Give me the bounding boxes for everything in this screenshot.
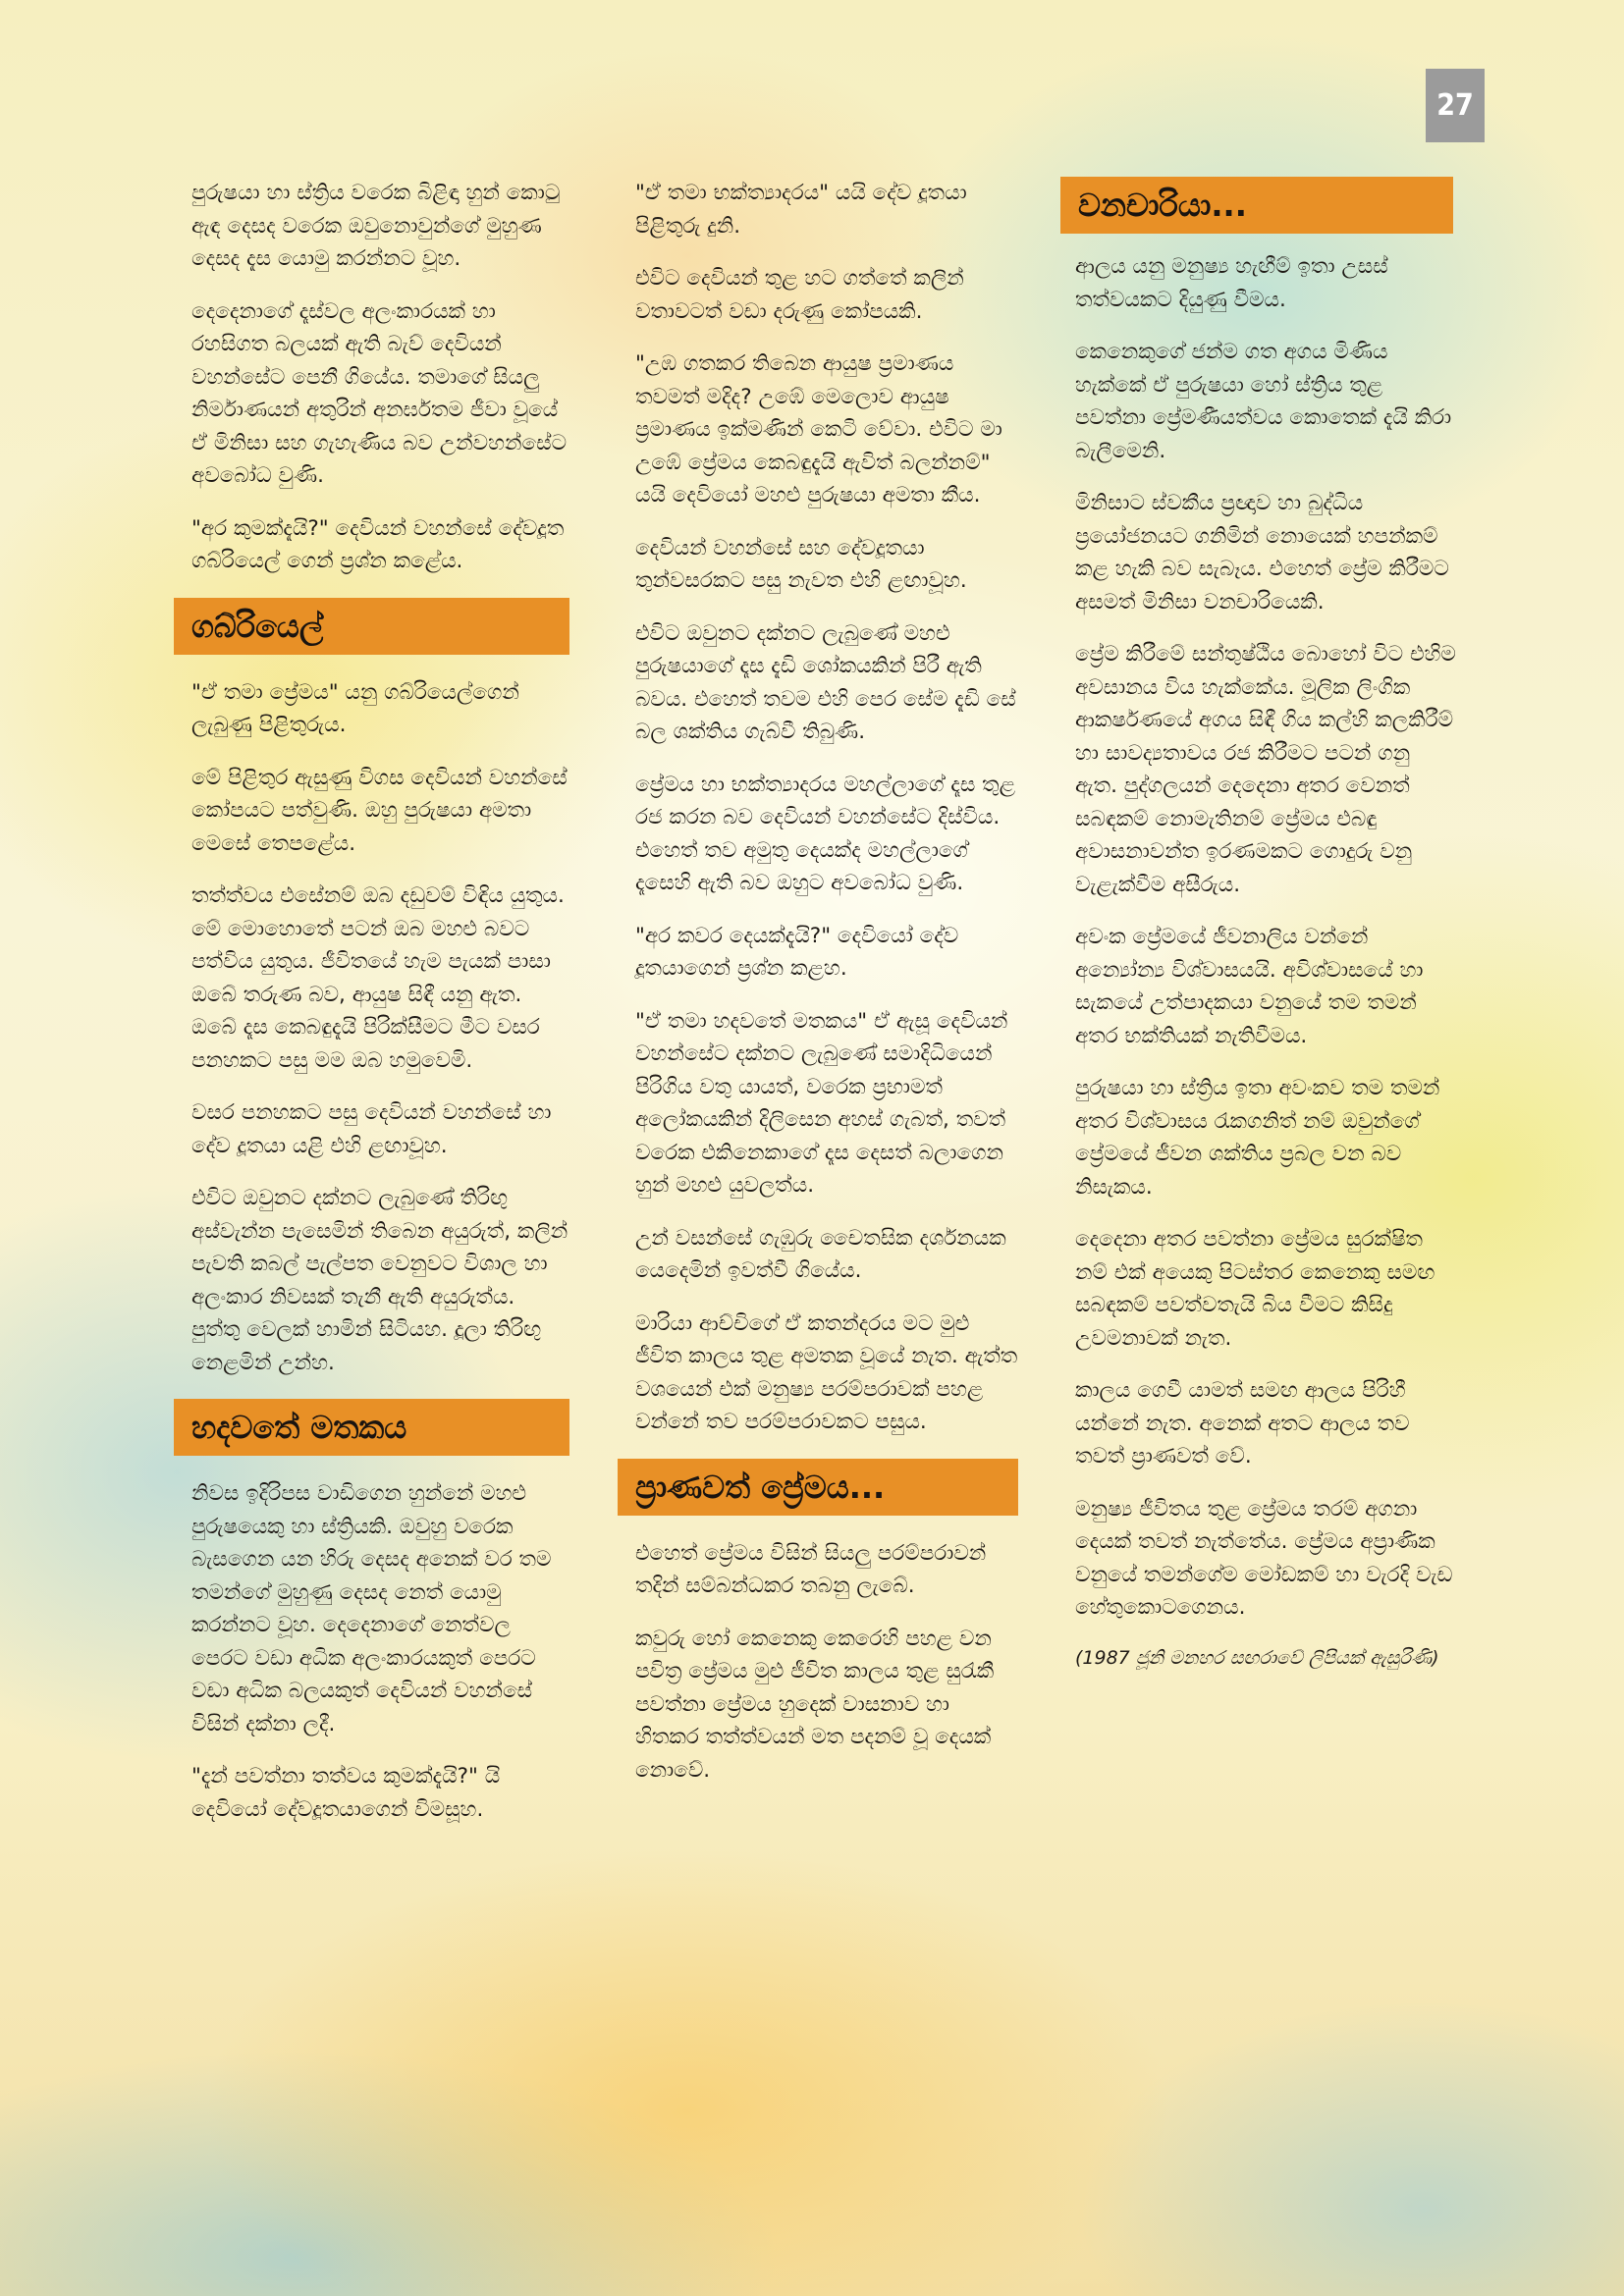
paragraph: දෙවියන් වහන්සේ සහ දේවදූතයා තුන්වසරකට පසු නැවත එහි ළඟාවූහ. [635, 535, 967, 593]
section-heading-living-love: ප්‍රාණවත් ප්‍රේමය... [618, 1459, 1018, 1516]
middle-column [635, 177, 1018, 1806]
paragraph: "අර කුමක්දැයි?" දෙවියන් වහන්සේ දේවදූත ගබ්රියෙල් ගෙන් ප්‍රශ්න කළේය. [191, 515, 565, 573]
source-credit: (1987 ජූනි මනහර සඟරාවේ ලිපියක් ඇසුරිණි) [1075, 1646, 1439, 1669]
paragraph: ප්‍රේම කිරීමේ සන්තුෂ්ඨිය බොහෝ විට එහිම අවසානය විය හැක්කේය. මූලික ලිංගික ආකර්ෂණයේ අගය සිඳී ගිය කල්හි කලකිරීම් හා සාවද්‍යතාවය රජ කිරීමට පටන් ගනු ඇත. පුද්ගලයන් දෙදෙනා අතර වෙනත් සබඳකම් නොමැතිනම් ප්‍රේමය එබඳු අවාසනාවන්ත ඉරණමකට ගොදුරු වනු වැළැක්වීම අසීරුය. [1075, 642, 1456, 897]
paragraph: එවිට ඔවුනට දක්නට ලැබුණේ මහළු පුරුෂයාගේ දෑස දැඩි ශෝකයකින් පිරී ඇති බවය. එහෙත් තවම එහි පෙර සේම දැඩි සේ බල ශක්තිය ගැබ්වී තිබුණි. [635, 620, 1016, 744]
paragraph: මනුෂ්‍ය ජීවිතය තුළ ප්‍රේමය තරම් අගනා දෙයක් තවත් නැත්තේය. ප්‍රේමය අප්‍රාණික වනුයේ තමන්ගේම මෝඩකම් හා වැරදි වැඩ හේතුකොටගෙනය. [1075, 1496, 1453, 1620]
paragraph: ආලය යනු මනුෂ්‍ය හැඟීම් ඉතා උසස් තත්වයකට දියුණු වීමය. [1075, 254, 1388, 312]
paragraph: පුරුෂයා හා ස්ත්‍රිය ඉතා අවංකව තම තමන් අතර විශ්වාසය රැකගනිත් නම් ඔවුන්ගේ ප්‍රේමයේ ජීවන ශක්තිය ප්‍රබල වන බව නිසැකය. [1075, 1076, 1440, 1200]
paragraph: වසර පනහකට පසු දෙවියන් වහන්සේ හා දේව දූතයා යළි එහි ළඟාවූහ. [191, 1100, 552, 1158]
paragraph: කවුරු හෝ කෙනෙකු කෙරෙහි පහළ වන පවිත්‍ර ප්‍රේමය මුළු ජීවිත කාලය තුළ සුරැකී පවත්නා ප්‍රේමය හුදෙක් වාසනාව හා හිතකර තත්ත්වයන් මත පදනම් වූ දෙයක් නොවේ. [635, 1626, 995, 1783]
paragraph: එවිට දෙවියන් තුළ හට ගත්තේ කලින් වතාවටත් වඩා දරුණු කෝපයකි. [635, 266, 964, 324]
paragraph: දෙදෙනාගේ දෑස්වල අලංකාරයක් හා රහසිගත බලයක් ඇති බැව් දෙවියන් වහන්සේට පෙනී ගියේය. තමාගේ සියලු නිර්මාණයන් අතුරින් අනර්ඝතම ජීවා වූයේ ඒ මිනිසා සහ ගැහැණිය බව උන්වහන්සේට අවබෝධ වුණි. [191, 298, 568, 488]
paragraph: මේ පිළිතුර ඇසුණු විගස දෙවියන් වහන්සේ කෝපයට පත්වුණි. ඔහු පුරුෂයා අමතා මෙසේ තෙපළේය. [191, 765, 568, 856]
paragraph: ප්‍රේමය හා භක්ත්‍යාදරය මහල්ලාගේ දෑස තුළ රජ කරන බව දෙවියන් වහන්සේට දිස්විය. එහෙත් තව අමුතු දෙයක්ද මහල්ලාගේ දෑසෙහි ඇති බව ඔහුට අවබෝධ වුණි. [635, 772, 1016, 895]
left-column [191, 177, 569, 1845]
paragraph: නිවස ඉදිරිපස වාඩිගෙන හුන්නේ මහළු පුරුෂයෙකු හා ස්ත්‍රියකි. ඔවුහු වරෙක බැසගෙන යන හිරු දෙසද අනෙක් වර තම තමන්ගේ මුහුණු දෙසද නෙත් යොමු කරන්නට වූහ. දෙදෙනාගේ නෙත්වල පෙරට වඩා අධික අලංකාරයකුත් පෙරට වඩා අධික බලයකුත් දෙවියන් වහන්සේ විසින් දක්නා ලදී. [191, 1481, 552, 1736]
paragraph: කාලය ගෙවී යාමත් සමඟ ආලය පිරිහී යන්නේ නැත. අනෙක් අතට ආලය තව තවත් ප්‍රාණවත් වේ. [1075, 1378, 1410, 1468]
paragraph: "අර කවර දෙයක්දැයි?" දෙවියෝ දේව දූතයාගෙන් ප්‍රශ්න කළහ. [635, 923, 959, 981]
paragraph: "උඹ ගතකර තිබෙන ආයුෂ ප්‍රමාණය තවමත් මදිද? උඹේ මෙලොව ආයුෂ ප්‍රමාණය ඉක්මණින් කෙටි වේවා. එවිට මා උඹේ ප්‍රේමය කෙබඳුදැයි ඇවිත් බලන්නම්" යයි දෙවියෝ මහළු පුරුෂයා අමතා කීය. [635, 351, 1002, 507]
paragraph: "ඒ තමා හදවතේ මතකය" ඒ ඇසූ දෙවියන් වහන්සේට දක්නට ලැබුණේ සමාදිධියෙන් පිරිගිය වතු යායත්, වරෙක ප්‍රභාමත් අලෝකයකින් දිලිසෙන අහස් ගැබත්, තවත් වරෙක එකිනෙකාගේ දෑස දෙසත් බලාගෙන හුන් මහළු යුවලත්ය. [635, 1008, 1008, 1198]
paragraph: තත්ත්වය එසේනම් ඔබ දඩුවම් විඳිය යුතුය. මේ මොහොතේ පටන් ඔබ මහළු බවට පත්විය යුතුය. ජීවිතයේ හැම පැයක් පාසා ඔබේ තරුණ බව, ආයුෂ සිඳී යනු ඇත. ඔබේ දෑස කෙබඳුදැයි පිරික්සීමට මීට වසර පනහකට පසු මම ඔබ හමුවෙමි. [191, 883, 565, 1073]
paragraph: දෙදෙනා අතර පවත්නා ප්‍රේමය සුරක්ෂිත නම් එක් අයෙකු පිටස්තර කෙනෙකු සමඟ සබඳකම් පවත්වතැයි බිය වීමට කිසිදු උවමනාවක් නැත. [1075, 1227, 1435, 1351]
paragraph: "ඒ තමා භක්ත්‍යාදරය" යයි දේව දූතයා පිළිතුරු දුනි. [635, 181, 967, 239]
paragraph: උන් වසන්සේ ගැඹුරු චෛතසික දර්ශනයක යෙදෙමින් ඉවත්වී ගියේය. [635, 1225, 1006, 1283]
paragraph: මිනිසාට ස්වකීය ප්‍රඥාව හා බුද්ධිය ප්‍රයෝජනයට ගනිමින් නොයෙක් හපන්කම් කළ හැකි බව සැබෑය. එහෙත් ප්‍රේම කිරීමට අසමත් මිනිසා වනචාරියෙකි. [1075, 491, 1449, 614]
paragraph: මාරියා ආච්චිගේ ඒ කතන්දරය මට මුළු ජීවිත කාලය තුළ අමතක වූයේ නැත. ඇත්ත වශයෙන් එක් මනුෂ්‍ය පරම්පරාවක් පහළ වන්නේ තව පරම්පරාවකට පසුය. [635, 1310, 1018, 1434]
section-heading-heart-memory: හදවතේ මතකය [174, 1399, 569, 1456]
section-heading-savage: වනචාරියා... [1060, 177, 1453, 234]
paragraph: "දැන් පවත්නා තත්වය කුමක්දැයි?" යි දෙවියෝ දේවදූතයාගෙන් විමසූහ. [191, 1764, 501, 1822]
page-number: 27 [1426, 69, 1485, 142]
paragraph: අවංක ප්‍රේමයේ ජීවනාලිය වන්නේ අන්‍යෝන්‍ය විශ්වාසයයි. අවිශ්වාසයේ හා සැකයේ උත්පාදකයා වනුයේ තම තමන් අතර භක්තියක් නැතිවීමය. [1075, 925, 1424, 1048]
paragraph: එවිට ඔවුනට දක්නට ලැබුණේ තිරිඟු අස්වැන්න පැසෙමින් තිබෙන අයුරුත්, කලින් පැවති කබල් පැල්පත වෙනුවට විශාල හා අලංකාර නිවසක් තැනී ඇති අයුරුත්ය. පුත්තු වෙලක් හාමින් සිටියහ. දූලා තිරිඟු නෙළමින් උන්හ. [191, 1186, 568, 1375]
right-column [1075, 250, 1458, 1672]
paragraph: කෙනෙකුගේ ජන්ම ගත අගය මිණිය හැක්කේ ඒ පුරුෂයා හෝ ස්ත්‍රිය තුළ පවත්නා ප්‍රේමණීයත්වය කොතෙක් දැයි කිරා බැලීමෙනි. [1075, 340, 1452, 463]
paragraph: පුරුෂයා හා ස්ත්‍රිය වරෙක බිළිඳා හුන් කොටු ඇඳ දෙසද වරෙක ඔවුනොවුන්ගේ මුහුණ දෙසද දැස යොමු කරන්නට වූහ. [191, 181, 561, 271]
paragraph: එහෙත් ප්‍රේමය විසින් සියලු පරම්පරාවන් තදින් සම්බන්ධකර තබනු ලැබේ. [635, 1540, 987, 1598]
paragraph: "ඒ තමා ප්‍රේමය" යනු ගබ්රියෙල්ගෙන් ලැබුණු පිළිතුරුය. [191, 679, 519, 737]
section-heading-gabriel: ගබ්රියෙල් [174, 598, 569, 655]
